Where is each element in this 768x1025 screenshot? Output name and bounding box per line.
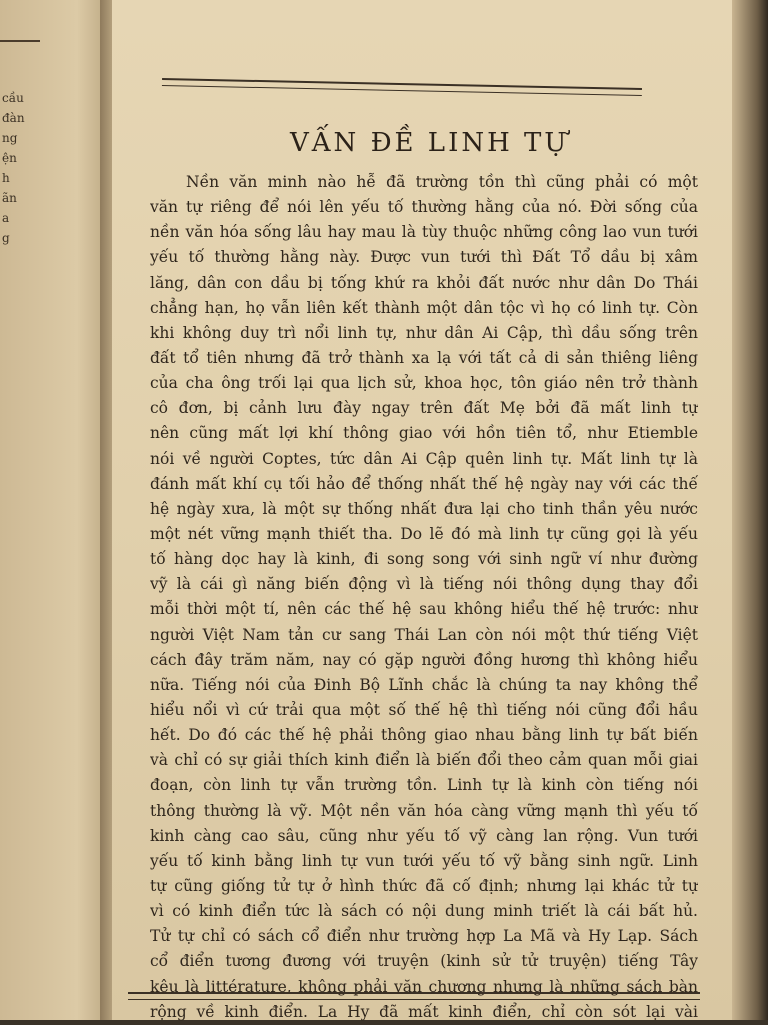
text-line: tự cũng giống tử tự ở hình thức đã cố định; nhưng lại khác tử tự bbox=[150, 876, 698, 895]
text-line: cách đây trăm năm, nay có gặp người đồng hương thì không hiểu bbox=[150, 650, 698, 669]
page-edge bbox=[732, 0, 768, 1020]
text-line: Tử tự chỉ có sách cổ điển như trường hợp La Mã và Hy Lạp. Sách bbox=[150, 927, 698, 946]
text-line: rộng về kinh điển. La Hy đã mất kinh điển, chỉ còn sót lại vài bbox=[150, 1002, 698, 1021]
facing-page-rule bbox=[0, 40, 40, 42]
facing-page-fragment: ện bbox=[2, 151, 17, 165]
text-line: cô đơn, bị cảnh lưu đày ngay trên đất Mẹ bởi đã mất linh tự bbox=[150, 399, 698, 418]
text-line: nữa. Tiếng nói của Đinh Bộ Lĩnh chắc là chúng ta nay không thể bbox=[150, 675, 698, 694]
text-line: khi không duy trì nổi linh tự, như dân Ai Cập, thì dầu sống trên bbox=[150, 323, 698, 342]
text-line: văn tự riêng để nói lên yếu tố thường hằng của nó. Đời sống của bbox=[150, 198, 698, 217]
text-line: nền văn hóa sống lâu hay mau là tùy thuộc những công lao vun tưới bbox=[150, 223, 698, 242]
chapter-heading: VẤN ĐỀ LINH TỰ bbox=[290, 128, 570, 158]
text-line: Nền văn minh nào hễ đã trường tồn thì cũng phải có một bbox=[186, 173, 698, 191]
text-line: và chỉ có sự giải thích kinh điển là biến đổi theo cảm quan mỗi giai bbox=[150, 751, 698, 770]
text-line: thông thường là vỹ. Một nền văn hóa càng vững mạnh thì yếu tố bbox=[150, 801, 698, 820]
text-line: hiểu nổi vì cứ trải qua một số thế hệ thì tiếng nói cũng đổi hầu bbox=[150, 700, 698, 719]
text-line: cổ điển tương đương với truyện (kinh sử tử truyện) tiếng Tây bbox=[150, 952, 698, 971]
facing-page-fragment: cầu bbox=[2, 91, 24, 105]
text-line: yếu tố thường hằng này. Được vun tưới thì Đất Tổ dầu bị xâm bbox=[150, 248, 698, 267]
facing-page-fragment: g bbox=[2, 231, 10, 245]
text-line: hết. Do đó các thế hệ phải thông giao nhau bằng linh tự bất biến bbox=[150, 726, 698, 745]
facing-page-fragment: ng bbox=[2, 131, 18, 145]
text-line: kinh càng cao sâu, cũng như yếu tố vỹ càng lan rộng. Vun tưới bbox=[150, 826, 698, 845]
text-line: chẳng hạn, họ vẫn liên kết thành một dân tộc vì họ có linh tự. Còn bbox=[150, 298, 698, 317]
text-line: nói về người Coptes, tức dân Ai Cập quên linh tự. Mất linh tự là bbox=[150, 449, 698, 468]
text-line: vỹ là cái gì năng biến động vì là tiếng nói thông dụng thay đổi bbox=[150, 575, 698, 594]
text-line: mỗi thời một tí, nên các thế hệ sau không hiểu thế hệ trước: như bbox=[150, 600, 698, 619]
text-line: của cha ông trối lại qua lịch sử, khoa học, tôn giáo nên trở thành bbox=[150, 374, 698, 393]
text-line: người Việt Nam tản cư sang Thái Lan còn nói một thứ tiếng Việt bbox=[150, 625, 698, 644]
facing-page-fragment: h bbox=[2, 171, 10, 185]
text-line: đoạn, còn linh tự vẫn trường tồn. Linh tự là kinh còn tiếng nói bbox=[150, 776, 698, 795]
facing-page-fragment: ãn bbox=[2, 191, 17, 205]
text-line: tố hàng dọc hay là kinh, đi song song với sinh ngữ ví như đường bbox=[150, 550, 698, 569]
facing-page-text-fragments bbox=[2, 88, 28, 248]
text-line: hệ ngày xưa, là một sự thống nhất đưa lại cho tinh thần yêu nước bbox=[150, 499, 698, 518]
text-line: vì có kinh điển tức là sách có nội dung minh triết là cái bất hủ. bbox=[150, 902, 698, 921]
facing-page bbox=[0, 0, 110, 1020]
text-line: lăng, dân con dầu bị tống khứ ra khỏi đất nước như dân Do Thái bbox=[150, 273, 698, 292]
text-line: một nét vững mạnh thiết tha. Do lẽ đó mà linh tự cũng gọi là yếu bbox=[150, 524, 698, 543]
text-line: đánh mất khí cụ tối hảo để thống nhất thế hệ ngày nay với các thế bbox=[150, 474, 698, 493]
text-line: nên cũng mất lợi khí thông giao với hồn tiên tổ, như Etiemble bbox=[150, 424, 698, 443]
text-line: kêu là littérature, không phải văn chương nhưng là những sách bàn bbox=[150, 977, 698, 996]
facing-page-fragment: a bbox=[2, 211, 10, 225]
body-paragraph bbox=[150, 170, 698, 1025]
text-line: yếu tố kinh bằng linh tự vun tưới yếu tố vỹ bằng sinh ngữ. Linh bbox=[150, 851, 698, 870]
bottom-double-rule bbox=[128, 992, 700, 1000]
text-line: đất tổ tiên nhưng đã trở thành xa lạ với tất cả di sản thiêng liêng bbox=[150, 348, 698, 367]
facing-page-fragment: đàn bbox=[2, 111, 25, 125]
